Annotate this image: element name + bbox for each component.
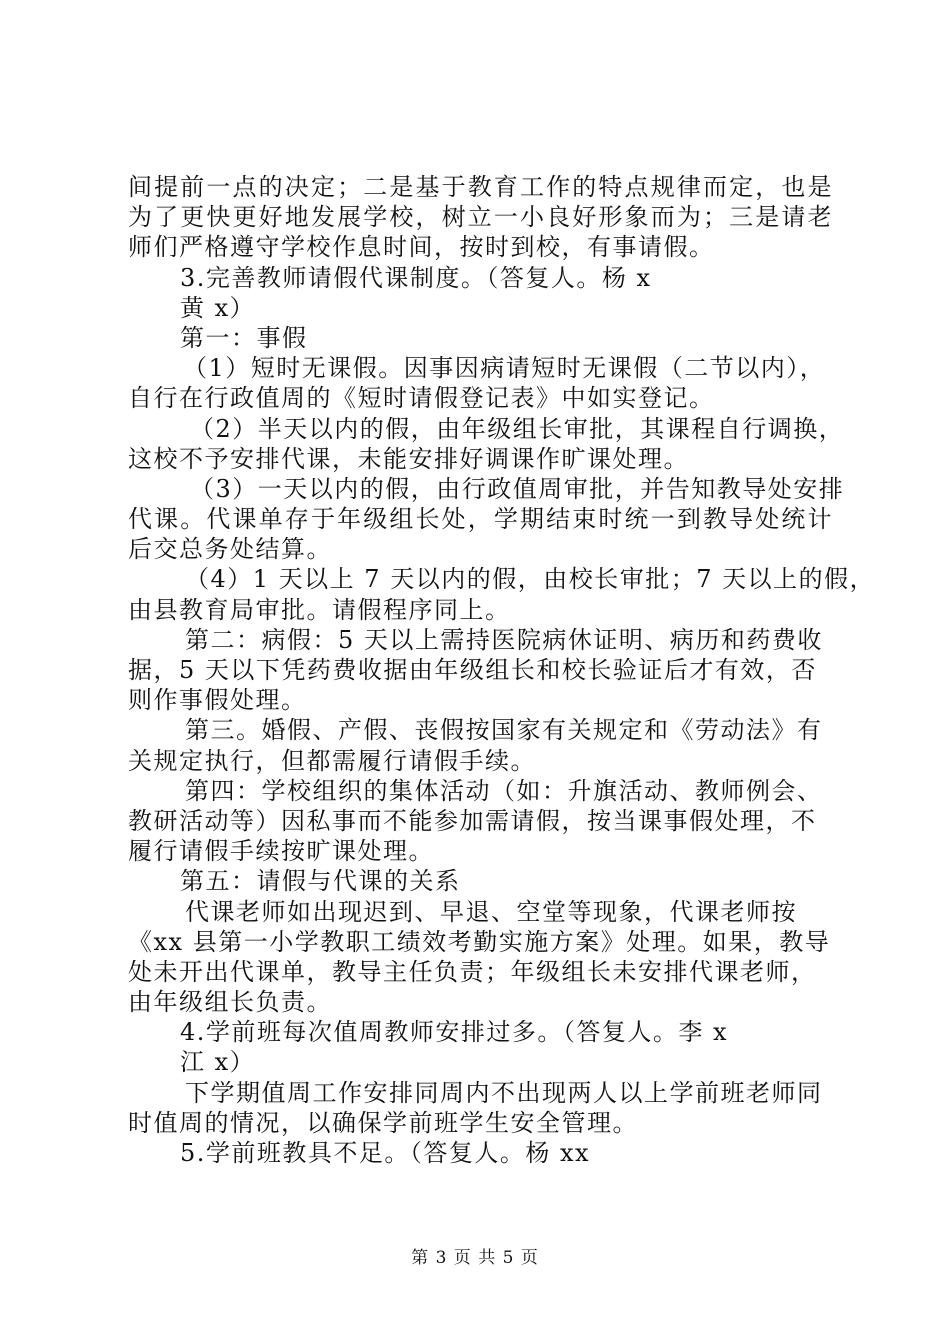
text-line: 则作事假处理。 — [128, 686, 307, 715]
text-line: 履行请假手续按旷课处理。 — [128, 837, 434, 866]
document-body — [128, 172, 876, 1168]
text-line: 5.学前班教具不足。（答复人。杨 xx — [180, 1139, 591, 1167]
text-line: （3）一天以内的假，由行政值周审批，并告知教导处安排 — [190, 474, 845, 503]
text-line: 下学期值周工作安排同周内不出现两人以上学前班老师同 — [185, 1078, 823, 1107]
text-line: 代课老师如出现迟到、早退、空堂等现象，代课老师按 — [185, 897, 797, 926]
text-line: 为了更快更好地发展学校，树立一小良好形象而为；三是请老 — [128, 203, 833, 232]
text-line: 第四：学校组织的集体活动（如：升旗活动、教师例会、 — [185, 776, 823, 805]
section-heading: 第一：事假 — [180, 323, 308, 352]
text-line: 第三。婚假、产假、丧假按国家有关规定和《劳动法》有 — [185, 716, 823, 745]
text-line: 江 x） — [180, 1048, 256, 1077]
text-line: 据，5 天以下凭药费收据由年级组长和校长验证后才有效，否 — [128, 656, 817, 684]
text-line: 自行在行政值周的《短时请假登记表》中如实登记。 — [128, 384, 715, 413]
text-line: 处未开出代课单，教导主任负责；年级组长未安排代课老师， — [128, 957, 817, 986]
text-line: 时值周的情况，以确保学前班学生安全管理。 — [128, 1108, 638, 1137]
text-line: 《xx 县第一小学教职工绩效考勤实施方案》处理。如果，教导 — [128, 927, 831, 956]
text-line: 后交总务处结算。 — [128, 535, 332, 564]
text-line: 4.学前班每次值周教师安排过多。（答复人。李 x — [180, 1018, 729, 1047]
text-line: （1）短时无课假。因事因病请短时无课假（二节以内）， — [183, 354, 826, 383]
text-line: 黄 x） — [180, 293, 256, 322]
text-line: 3.完善教师请假代课制度。（答复人。杨 x — [180, 263, 652, 292]
text-line: 代课。代课单存于年级组长处，学期结束时统一到教导处统计 — [128, 505, 833, 534]
page-number-footer: 第 3 页 共 5 页 — [411, 1248, 539, 1268]
text-line: 由年级组长负责。 — [128, 988, 332, 1017]
text-line: 师们严格遵守学校作息时间，按时到校，有事请假。 — [128, 233, 715, 262]
text-line: 关规定执行，但都需履行请假手续。 — [128, 746, 536, 775]
text-line: 由县教育局审批。请假程序同上。 — [128, 595, 511, 624]
text-line: 间提前一点的决定；二是基于教育工作的特点规律而定，也是 — [128, 173, 833, 201]
section-heading: 第五：请假与代课的关系 — [180, 867, 461, 896]
text-line: 教研活动等）因私事而不能参加需请假，按当课事假处理，不 — [128, 806, 817, 835]
text-line: （4）1 天以上 7 天以内的假，由校长审批；7 天以上的假， — [185, 565, 876, 594]
text-line: 第二：病假：5 天以上需持医院病休证明、病历和药费收 — [185, 625, 823, 654]
text-line: 这校不予安排代课，未能安排好调课作旷课处理。 — [128, 444, 689, 473]
text-line: （2）半天以内的假，由年级组长审批，其课程自行调换， — [190, 414, 845, 443]
